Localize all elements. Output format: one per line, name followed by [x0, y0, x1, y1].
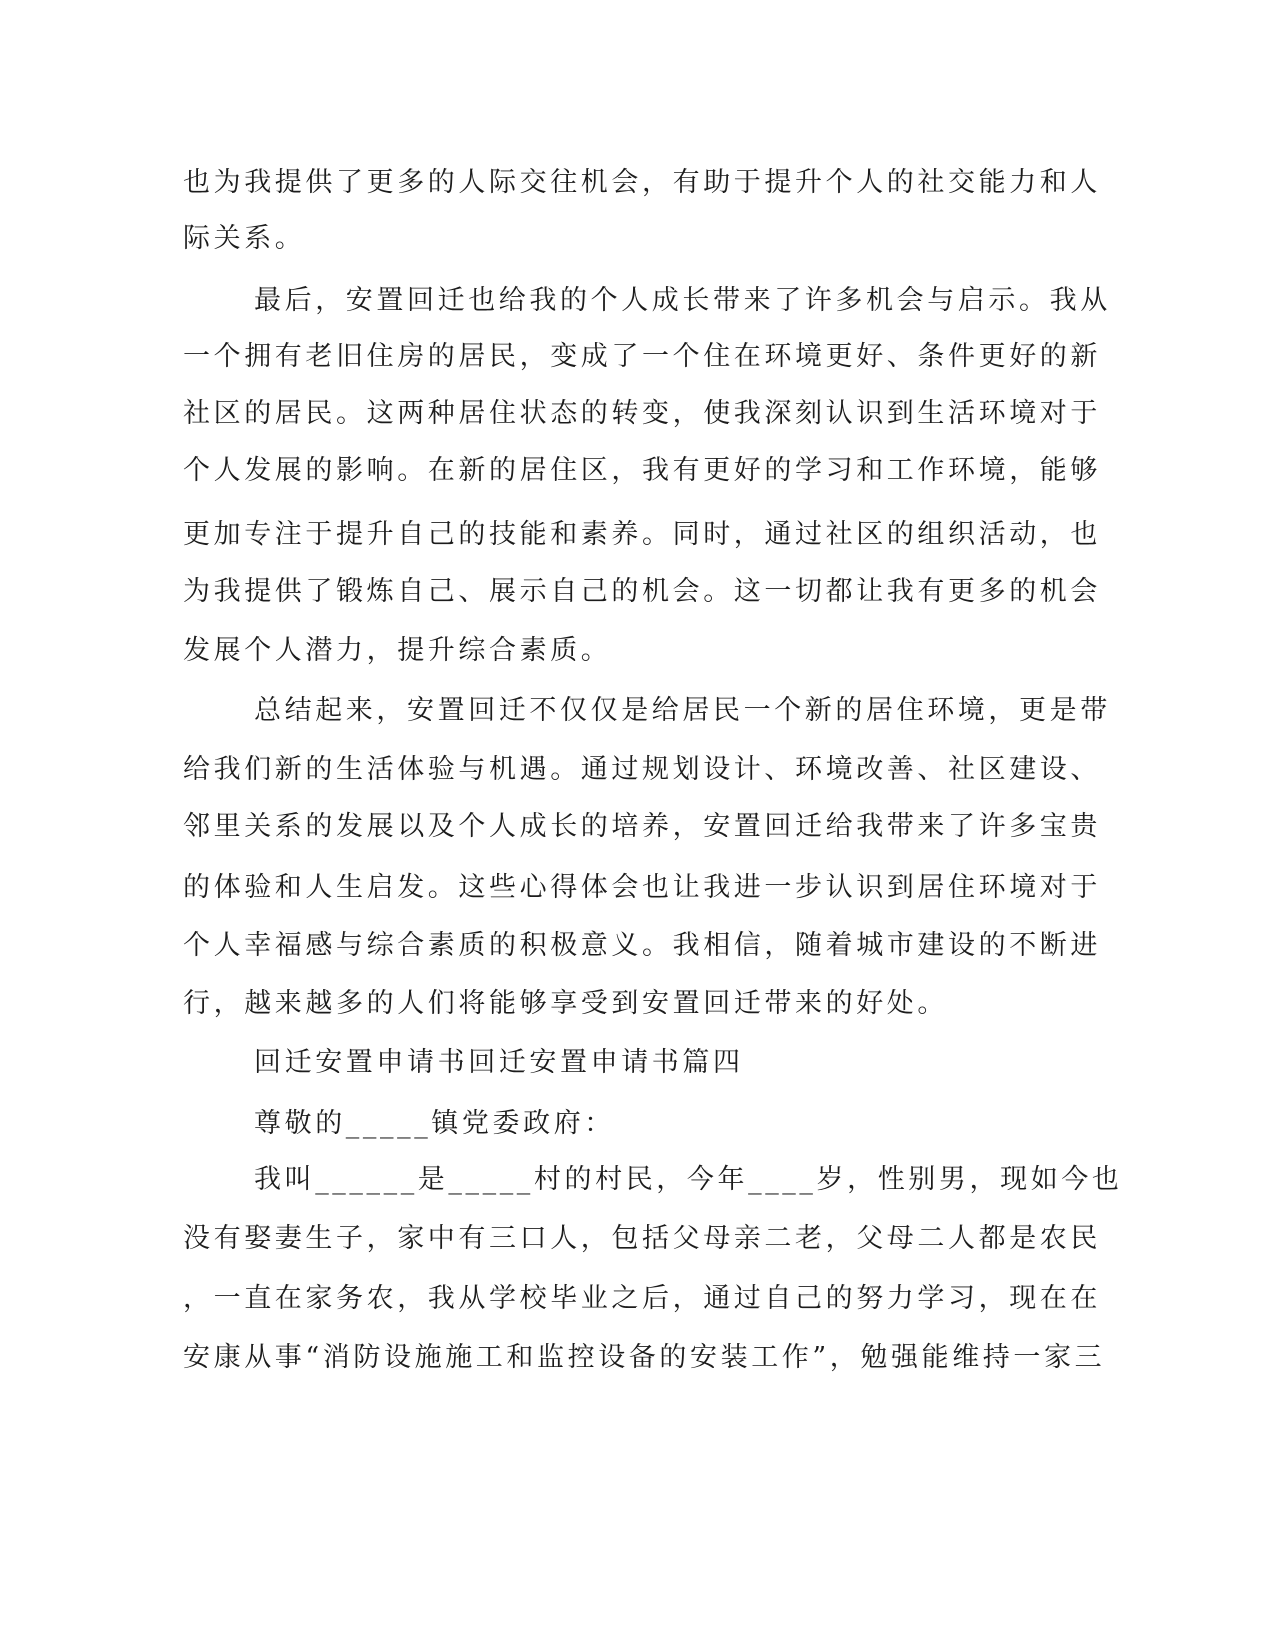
text-line-11: 给我们新的生活体验与机遇。通过规划设计、环境改善、社区建设、	[183, 754, 1101, 785]
text-line-2: 际关系。	[183, 223, 306, 254]
section-heading: 回迁安置申请书回迁安置申请书篇四	[254, 1047, 744, 1078]
text-line-21: 安康从事“消防设施施工和监控设备的安装工作”，勉强能维持一家三	[183, 1342, 1106, 1373]
text-line-9: 发展个人潜力，提升综合素质。	[183, 635, 612, 666]
text-line-6: 个人发展的影响。在新的居住区，我有更好的学习和工作环境，能够	[183, 455, 1101, 486]
text-line-20: ，一直在家务农，我从学校毕业之后，通过自己的努力学习，现在在	[183, 1283, 1101, 1314]
text-line-8: 为我提供了锻炼自己、展示自己的机会。这一切都让我有更多的机会	[183, 576, 1101, 607]
text-line-3: 最后，安置回迁也给我的个人成长带来了许多机会与启示。我从	[254, 285, 1111, 316]
salutation: 尊敬的_____镇党委政府：	[254, 1108, 615, 1139]
text-line-19: 没有娶妻生子，家中有三口人，包括父母亲二老，父母二人都是农民	[183, 1223, 1101, 1254]
text-line-18: 我叫______是_____村的村民，今年____岁，性别男，现如今也	[254, 1164, 1123, 1195]
text-line-13: 的体验和人生启发。这些心得体会也让我进一步认识到居住环境对于	[183, 872, 1101, 903]
text-line-15: 行，越来越多的人们将能够享受到安置回迁带来的好处。	[183, 988, 948, 1019]
text-line-14: 个人幸福感与综合素质的积极意义。我相信，随着城市建设的不断进	[183, 930, 1101, 961]
text-line-7: 更加专注于提升自己的技能和素养。同时，通过社区的组织活动，也	[183, 519, 1101, 550]
text-line-10: 总结起来，安置回迁不仅仅是给居民一个新的居住环境，更是带	[254, 695, 1111, 726]
text-line-1: 也为我提供了更多的人际交往机会，有助于提升个人的社交能力和人	[183, 167, 1101, 198]
text-line-12: 邻里关系的发展以及个人成长的培养，安置回迁给我带来了许多宝贵	[183, 811, 1101, 842]
text-line-5: 社区的居民。这两种居住状态的转变，使我深刻认识到生活环境对于	[183, 398, 1101, 429]
text-line-4: 一个拥有老旧住房的居民，变成了一个住在环境更好、条件更好的新	[183, 341, 1101, 372]
